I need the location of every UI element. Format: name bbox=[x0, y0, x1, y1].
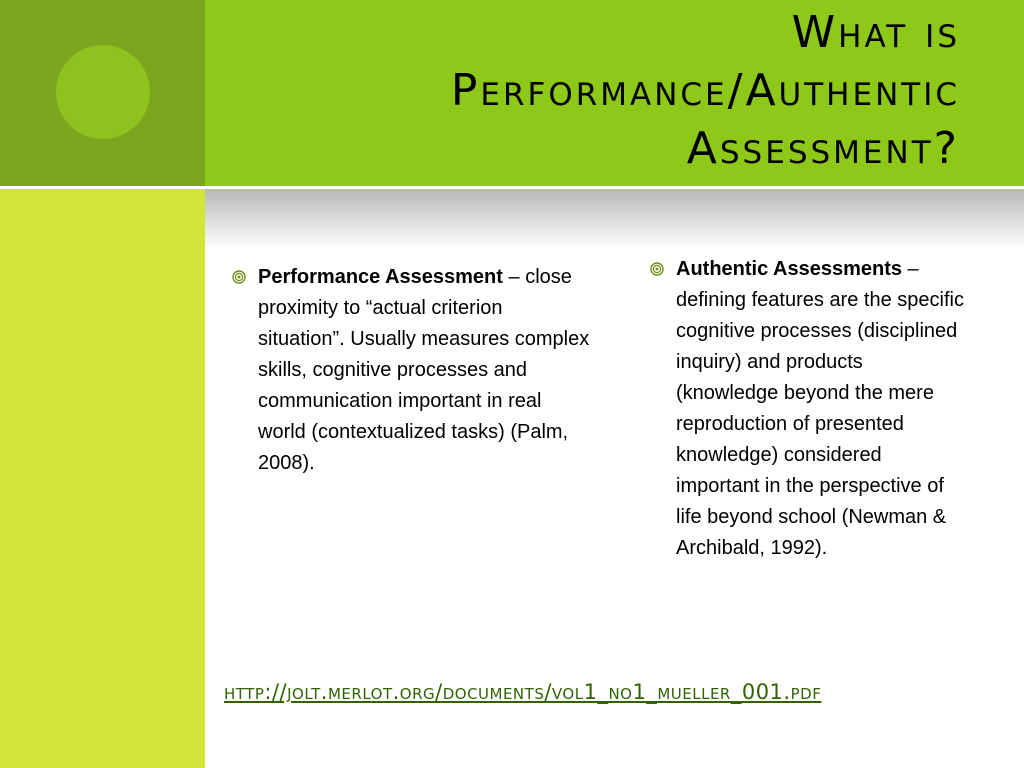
left-column bbox=[232, 262, 592, 479]
bullet-dash: – bbox=[502, 266, 526, 288]
bullet-term: Authentic Assessments bbox=[676, 258, 902, 280]
decorative-circle bbox=[56, 45, 150, 139]
bullet-dash: – bbox=[902, 258, 919, 280]
gradient-band bbox=[205, 189, 1024, 249]
circle-target-icon bbox=[650, 262, 664, 276]
left-side-bar bbox=[0, 189, 205, 768]
bullet-authentic-assessments bbox=[650, 254, 970, 564]
right-column bbox=[650, 254, 970, 564]
reference-link[interactable]: http://jolt.merlot.org/documents/vol1_no1_mueller_001.pdf bbox=[224, 680, 822, 704]
circle-target-icon bbox=[232, 270, 246, 284]
bullet-performance-assessment bbox=[232, 262, 592, 479]
slide-title bbox=[260, 4, 960, 178]
bullet-text bbox=[258, 262, 592, 479]
bullet-body: close proximity to “actual criterion situation”. Usually measures complex skills, cognitive processes and communication important in real world (contextualized tasks) (Palm, 2008). bbox=[258, 266, 590, 474]
bullet-term: Performance Assessment bbox=[258, 266, 503, 288]
bullet-body: defining features are the specific cognitive processes (disciplined inquiry) and products (knowledge beyond the mere reproduction of presented knowledge) considered important in the perspective of life beyond school (Newman & Archibald, 1992). bbox=[676, 289, 964, 559]
title-line-3: Assessment? bbox=[686, 123, 960, 174]
title-line-1: What is bbox=[791, 7, 960, 58]
bullet-text bbox=[676, 254, 970, 564]
title-line-2: Performance/Authentic bbox=[450, 65, 960, 116]
